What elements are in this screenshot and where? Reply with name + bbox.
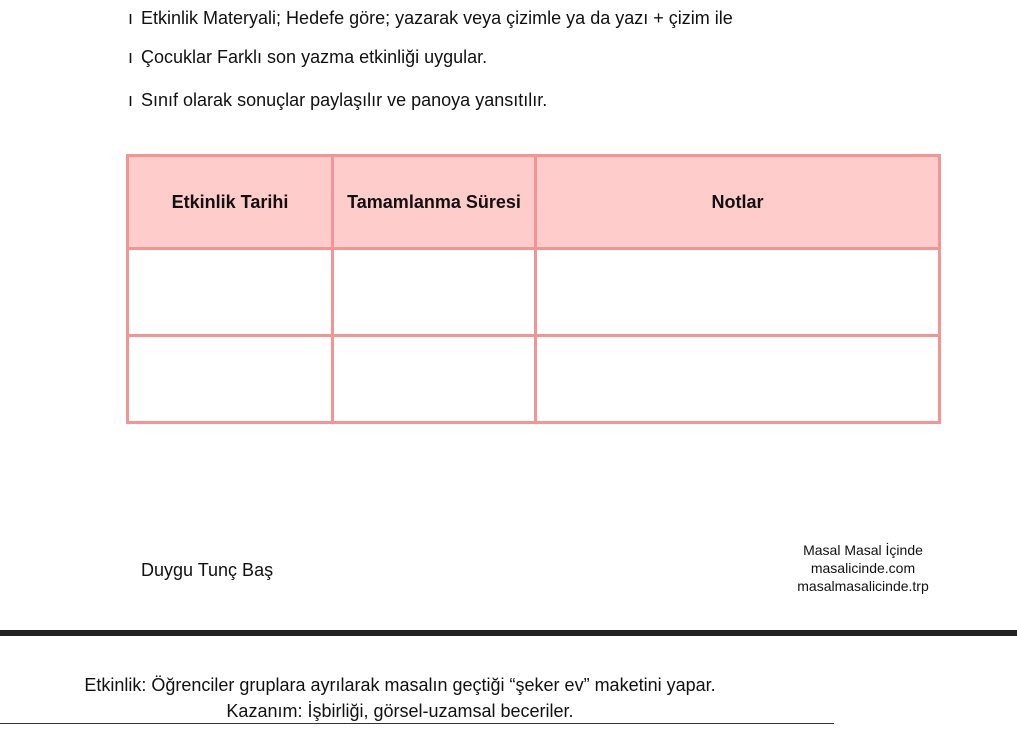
bullet-mark: ı [128, 47, 134, 67]
table-header-row [128, 156, 940, 249]
header-date: Etkinlik Tarihi [128, 156, 333, 249]
table-cell[interactable] [333, 336, 536, 423]
page-divider [0, 630, 1017, 636]
table-row [128, 249, 940, 336]
credit-line: Masal Masal İçinde [803, 542, 923, 558]
instruction-text: Sınıf olarak sonuçlar paylaşılır ve panoya yansıtılır. [141, 90, 548, 110]
table-row [128, 336, 940, 423]
activity-line: Etkinlik: Öğrenciler gruplara ayrılarak masalın geçtiği “şeker ev” maketini yapar. [84, 675, 716, 695]
credit-line: masalmasalicinde.trp [797, 578, 929, 594]
source-credits [778, 541, 948, 595]
header-duration: Tamamlanma Süresi [333, 156, 536, 249]
outcome-line: Kazanım: İşbirliği, görsel-uzamsal beceriler. [226, 701, 574, 721]
instruction-item [128, 89, 547, 111]
table-cell[interactable] [128, 249, 333, 336]
instruction-text: Çocuklar Farklı son yazma etkinliği uygular. [141, 47, 488, 67]
credit-line: masalicinde.com [810, 560, 916, 576]
bullet-mark: ı [128, 8, 134, 28]
activity-description [0, 672, 800, 724]
table-cell[interactable] [536, 249, 940, 336]
table-cell[interactable] [536, 336, 940, 423]
instruction-item [128, 46, 487, 68]
author-name: Duygu Tunç Baş [141, 560, 274, 580]
bullet-mark: ı [128, 90, 134, 110]
table-cell[interactable] [333, 249, 536, 336]
header-notes: Notlar [536, 156, 940, 249]
table-cell[interactable] [128, 336, 333, 423]
instruction-item [128, 7, 733, 29]
instruction-text: Etkinlik Materyali; Hedefe göre; yazarak veya çizimle ya da yazı + çizim ile [141, 8, 733, 28]
activity-log-table [126, 154, 941, 424]
underline-rule [0, 723, 834, 724]
